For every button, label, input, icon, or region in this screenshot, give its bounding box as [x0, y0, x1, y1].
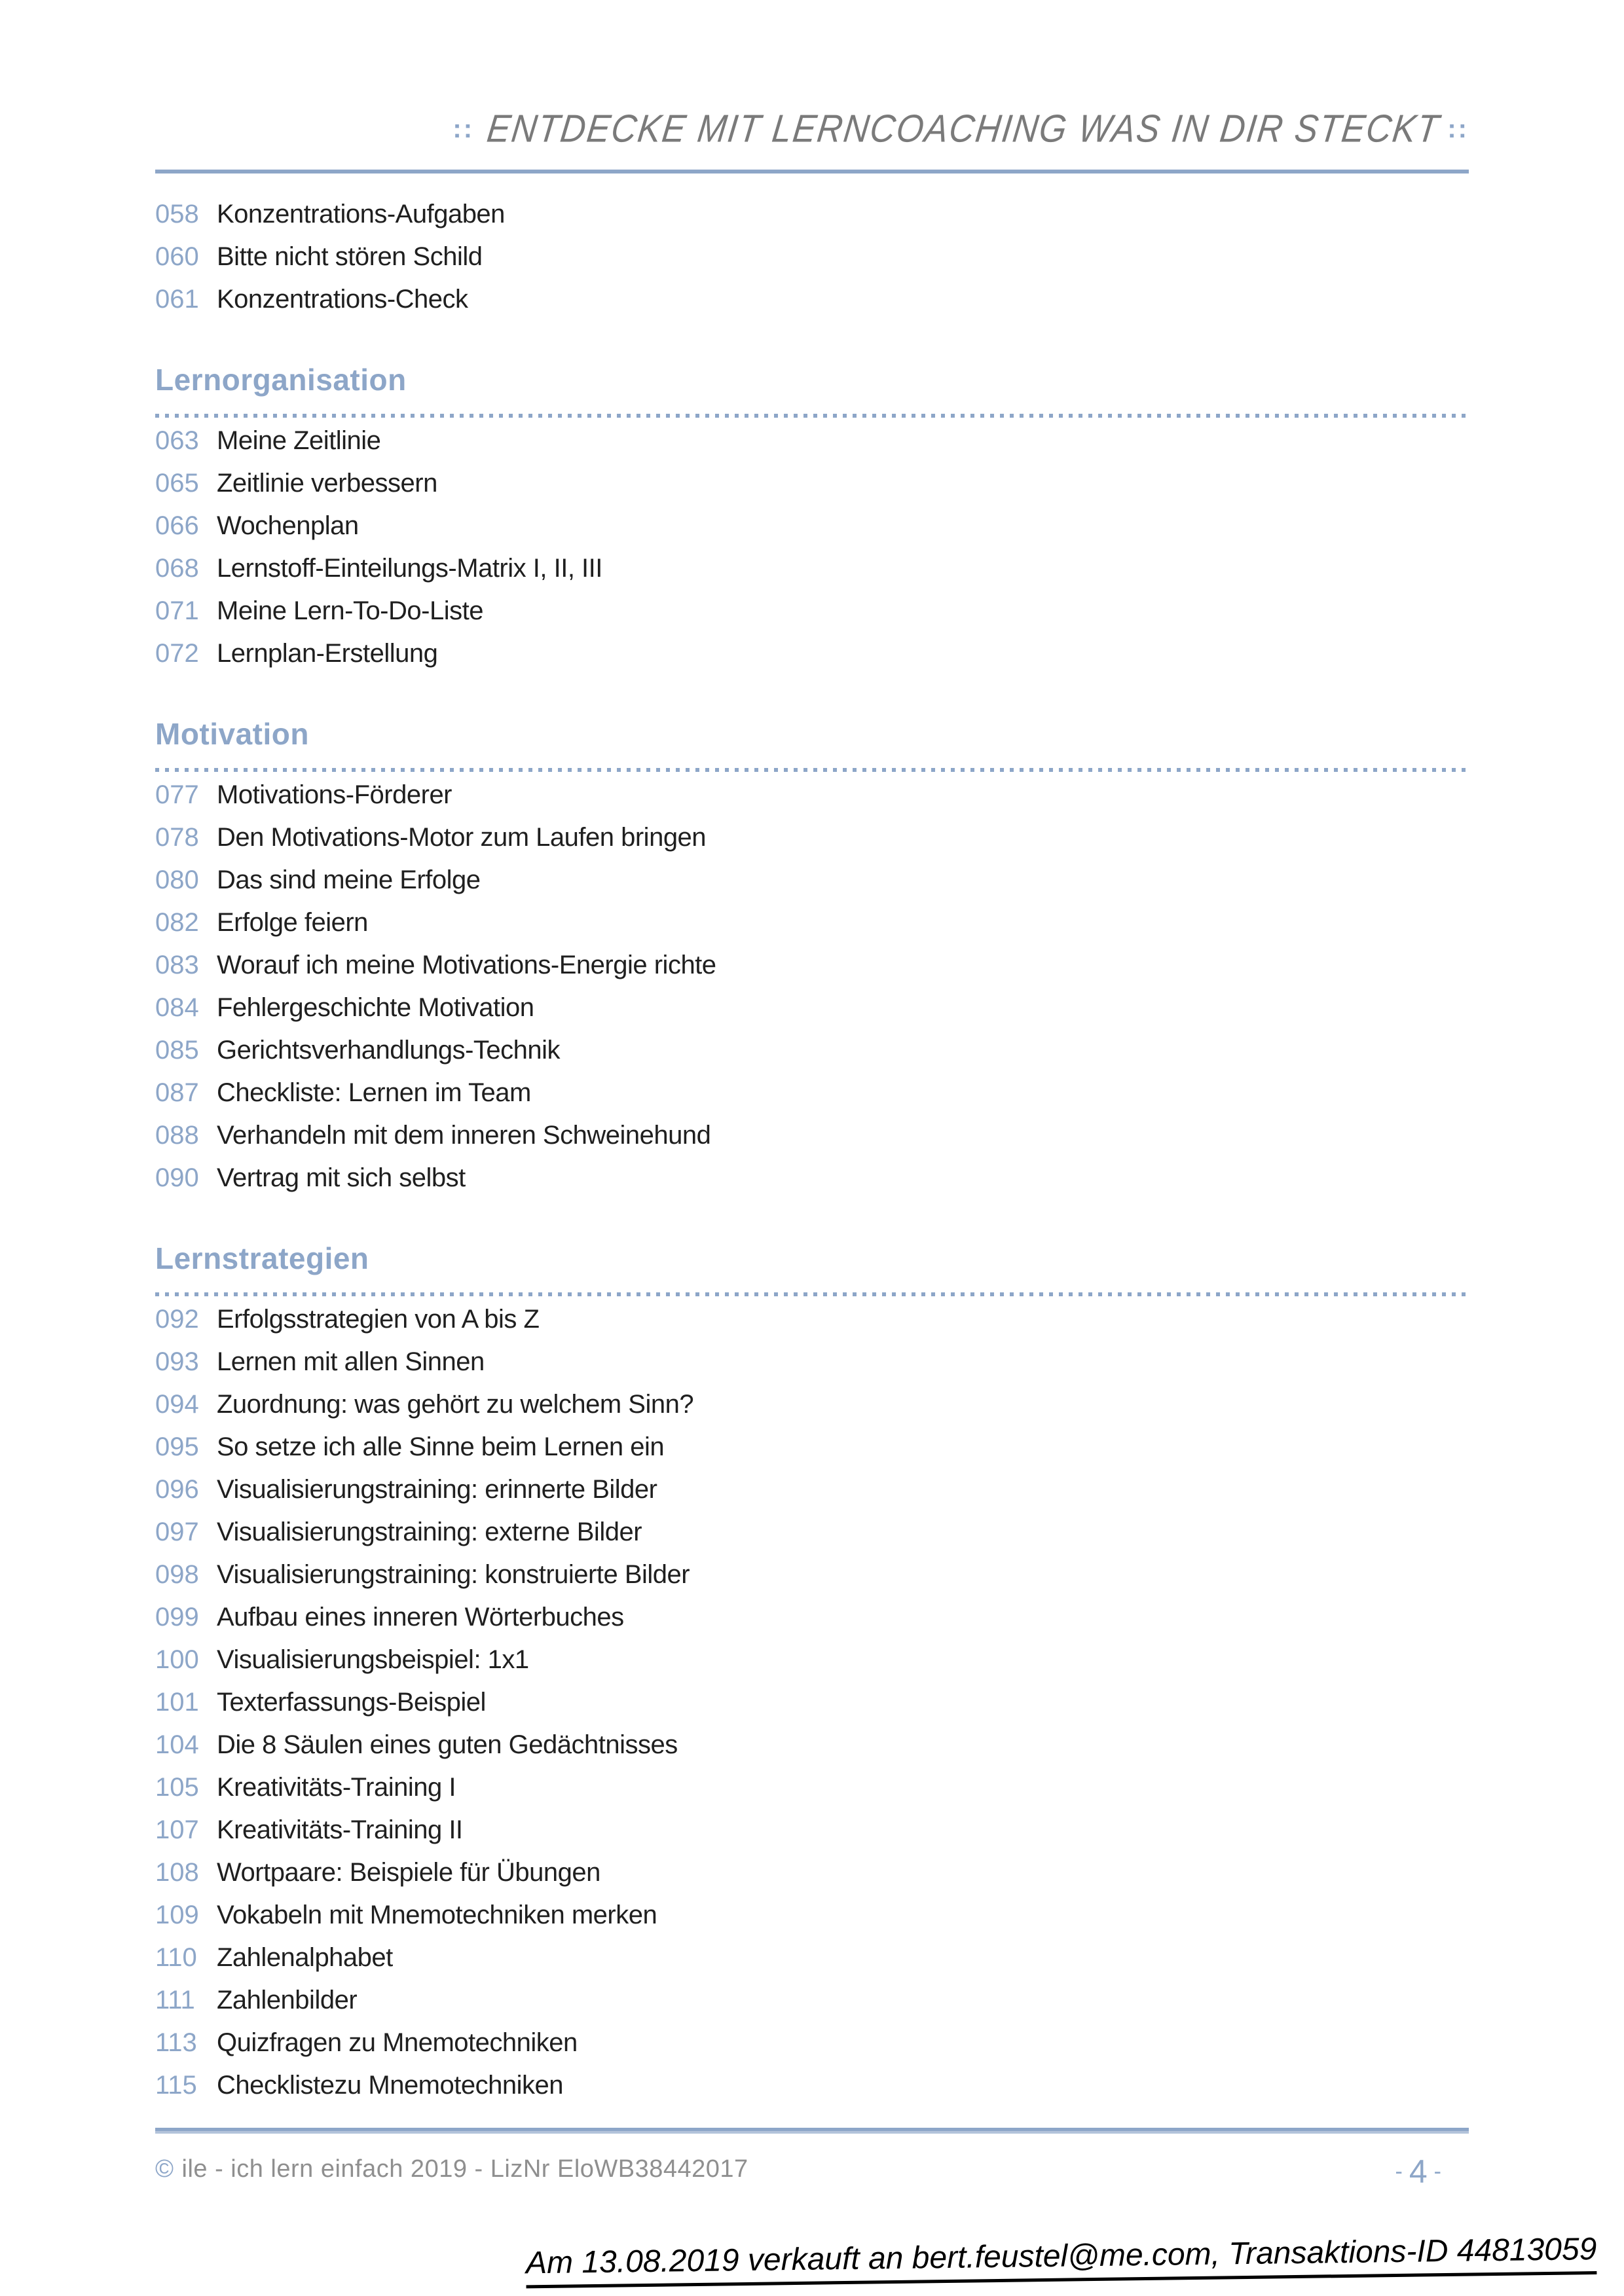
entry-title: Zahlenbilder [217, 1986, 358, 2014]
toc-entry [155, 1383, 1469, 1426]
toc-entry [155, 1072, 1469, 1114]
toc-entry [155, 632, 1469, 675]
page-number [1395, 2155, 1469, 2188]
toc-entry [155, 1554, 1469, 1596]
toc-entry [155, 1937, 1469, 1979]
entry-title: Lernstoff-Einteilungs-Matrix I, II, III [217, 554, 602, 583]
entry-title: Visualisierungstraining: konstruierte Bilder [217, 1560, 690, 1589]
entry-page-number: 066 [155, 511, 199, 540]
toc-entry [155, 1596, 1469, 1639]
entry-page-number: 077 [155, 780, 199, 809]
entry-page-number: 068 [155, 554, 199, 583]
entry-title: Erfolge feiern [217, 908, 368, 937]
toc-entry [155, 944, 1469, 987]
section-dotted-rule [155, 1292, 1469, 1296]
entry-page-number: 107 [155, 1815, 199, 1844]
toc-entry [155, 1894, 1469, 1937]
toc-entry [155, 547, 1469, 590]
sale-watermark: Am 13.08.2019 verkauft an bert.feustel@me.com, Transaktions-ID 44813059 [525, 2231, 1596, 2288]
toc-entry [155, 1724, 1469, 1766]
entry-page-number: 061 [155, 285, 199, 314]
page-number-value: 4 [1409, 2153, 1428, 2190]
toc-entry [155, 278, 1469, 321]
table-of-contents [155, 193, 1469, 2107]
entry-page-number: 092 [155, 1305, 199, 1334]
toc-entry [155, 1681, 1469, 1724]
entry-page-number: 078 [155, 823, 199, 852]
entry-title: Zuordnung: was gehört zu welchem Sinn? [217, 1390, 694, 1419]
toc-entry [155, 774, 1469, 816]
entry-title: Konzentrations-Check [217, 285, 468, 314]
toc-entry [155, 236, 1469, 278]
toc-entry [155, 462, 1469, 505]
page-header [155, 107, 1469, 151]
toc-entry [155, 505, 1469, 547]
entry-page-number: 085 [155, 1036, 199, 1065]
entry-page-number: 098 [155, 1560, 199, 1589]
toc-entry [155, 987, 1469, 1029]
entry-page-number: 109 [155, 1901, 199, 1929]
section-title: Lernstrategien [155, 1241, 369, 1275]
copyright-label: ile - ich lern einfach 2019 - LizNr EloWB38442017 [181, 2155, 748, 2183]
entry-page-number: 063 [155, 426, 199, 455]
entry-title: Vertrag mit sich selbst [217, 1163, 466, 1192]
entry-title: Lernplan-Erstellung [217, 639, 438, 668]
entry-page-number: 058 [155, 200, 199, 228]
entry-page-number: 071 [155, 596, 199, 625]
entry-title: Lernen mit allen Sinnen [217, 1347, 485, 1376]
entry-page-number: 065 [155, 469, 199, 498]
entry-title: Das sind meine Erfolge [217, 866, 481, 894]
toc-entry [155, 816, 1469, 859]
entry-page-number: 110 [155, 1943, 197, 1972]
section-dotted-rule [155, 768, 1469, 772]
entry-title: Checkliste: Lernen im Team [217, 1078, 531, 1107]
entry-page-number: 097 [155, 1518, 199, 1546]
entry-title: Meine Lern-To-Do-Liste [217, 596, 483, 625]
toc-entry [155, 193, 1469, 236]
header-decor-left-icon: :: [452, 115, 475, 143]
entry-page-number: 100 [155, 1645, 199, 1674]
entry-title: Motivations-Förderer [217, 780, 452, 809]
entry-title: Wortpaare: Beispiele für Übungen [217, 1858, 600, 1887]
entry-page-number: 060 [155, 242, 199, 271]
toc-entry [155, 1979, 1469, 2022]
toc-entry [155, 1426, 1469, 1468]
header-rule [155, 170, 1469, 173]
entry-title: Aufbau eines inneren Wörterbuches [217, 1603, 624, 1631]
toc-sections [155, 361, 1469, 2107]
footer-rule [155, 2128, 1469, 2134]
entry-title: Kreativitäts-Training I [217, 1773, 456, 1802]
toc-entry [155, 2064, 1469, 2107]
entry-title: Kreativitäts-Training II [217, 1815, 463, 1844]
entry-page-number: 080 [155, 866, 199, 894]
entry-page-number: 099 [155, 1603, 199, 1631]
entry-title: Erfolgsstrategien von A bis Z [217, 1305, 540, 1334]
entry-title: Visualisierungstraining: externe Bilder [217, 1518, 642, 1546]
toc-entry [155, 1511, 1469, 1554]
entry-page-number: 113 [155, 2028, 197, 2057]
entry-page-number: 105 [155, 1773, 199, 1802]
entry-title: Worauf ich meine Motivations-Energie richte [217, 951, 716, 979]
toc-entry [155, 1341, 1469, 1383]
entry-page-number: 108 [155, 1858, 199, 1887]
entry-title: Gerichtsverhandlungs-Technik [217, 1036, 561, 1065]
toc-entry [155, 1157, 1469, 1199]
page-number-dash-left: - [1395, 2159, 1403, 2184]
entry-title: Meine Zeitlinie [217, 426, 381, 455]
entry-page-number: 095 [155, 1432, 199, 1461]
entry-title: Konzentrations-Aufgaben [217, 200, 505, 228]
toc-entry [155, 1468, 1469, 1511]
copyright-icon: © [155, 2155, 174, 2183]
entry-title: Visualisierungstraining: erinnerte Bilder [217, 1475, 657, 1504]
page-footer [155, 2155, 1469, 2188]
entry-page-number: 072 [155, 639, 199, 668]
copyright-text [155, 2155, 748, 2183]
entry-title: Wochenplan [217, 511, 359, 540]
section-dotted-rule [155, 414, 1469, 418]
header-decor-right-icon: :: [1447, 115, 1469, 143]
toc-entry [155, 420, 1469, 462]
toc-entry [155, 590, 1469, 632]
entry-title: Die 8 Säulen eines guten Gedächtnisses [217, 1730, 678, 1759]
entry-title: So setze ich alle Sinne beim Lernen ein [217, 1432, 665, 1461]
entry-title: Zahlenalphabet [217, 1943, 393, 1972]
page-number-dash-right: - [1433, 2159, 1441, 2184]
entry-page-number: 115 [155, 2071, 197, 2100]
section-title: Lernorganisation [155, 363, 407, 397]
entry-title: Den Motivations-Motor zum Laufen bringen [217, 823, 707, 852]
entry-title: Verhandeln mit dem inneren Schweinehund [217, 1121, 711, 1150]
entry-page-number: 090 [155, 1163, 199, 1192]
toc-entry [155, 1029, 1469, 1072]
entry-page-number: 082 [155, 908, 199, 937]
toc-entry [155, 1298, 1469, 1341]
entry-title: Checklistezu Mnemotechniken [217, 2071, 563, 2100]
entry-page-number: 111 [155, 1986, 195, 2014]
entry-page-number: 101 [155, 1688, 199, 1717]
entry-page-number: 084 [155, 993, 199, 1022]
toc-entry [155, 1851, 1469, 1894]
toc-entry [155, 1809, 1469, 1851]
toc-section [155, 1240, 1469, 2107]
toc-entry [155, 1639, 1469, 1681]
entry-page-number: 094 [155, 1390, 199, 1419]
entry-page-number: 096 [155, 1475, 199, 1504]
section-title: Motivation [155, 717, 309, 751]
entry-title: Vokabeln mit Mnemotechniken merken [217, 1901, 657, 1929]
entry-title: Visualisierungsbeispiel: 1x1 [217, 1645, 529, 1674]
entry-title: Zeitlinie verbessern [217, 469, 437, 498]
entry-title: Quizfragen zu Mnemotechniken [217, 2028, 578, 2057]
entry-title: Bitte nicht stören Schild [217, 242, 483, 271]
entry-page-number: 083 [155, 951, 199, 979]
toc-entry [155, 2022, 1469, 2064]
entry-page-number: 088 [155, 1121, 199, 1150]
toc-section [155, 361, 1469, 675]
entry-title: Texterfassungs-Beispiel [217, 1688, 486, 1717]
toc-section [155, 716, 1469, 1199]
entry-page-number: 087 [155, 1078, 199, 1107]
entry-page-number: 104 [155, 1730, 199, 1759]
toc-entry [155, 1766, 1469, 1809]
entry-page-number: 093 [155, 1347, 199, 1376]
toc-entry [155, 859, 1469, 902]
toc-entry [155, 1114, 1469, 1157]
header-title: ENTDECKE MIT LERNCOACHING WAS IN DIR STECKT [485, 107, 1443, 151]
entry-title: Fehlergeschichte Motivation [217, 993, 534, 1022]
toc-intro-entries [155, 193, 1469, 321]
toc-entry [155, 902, 1469, 944]
